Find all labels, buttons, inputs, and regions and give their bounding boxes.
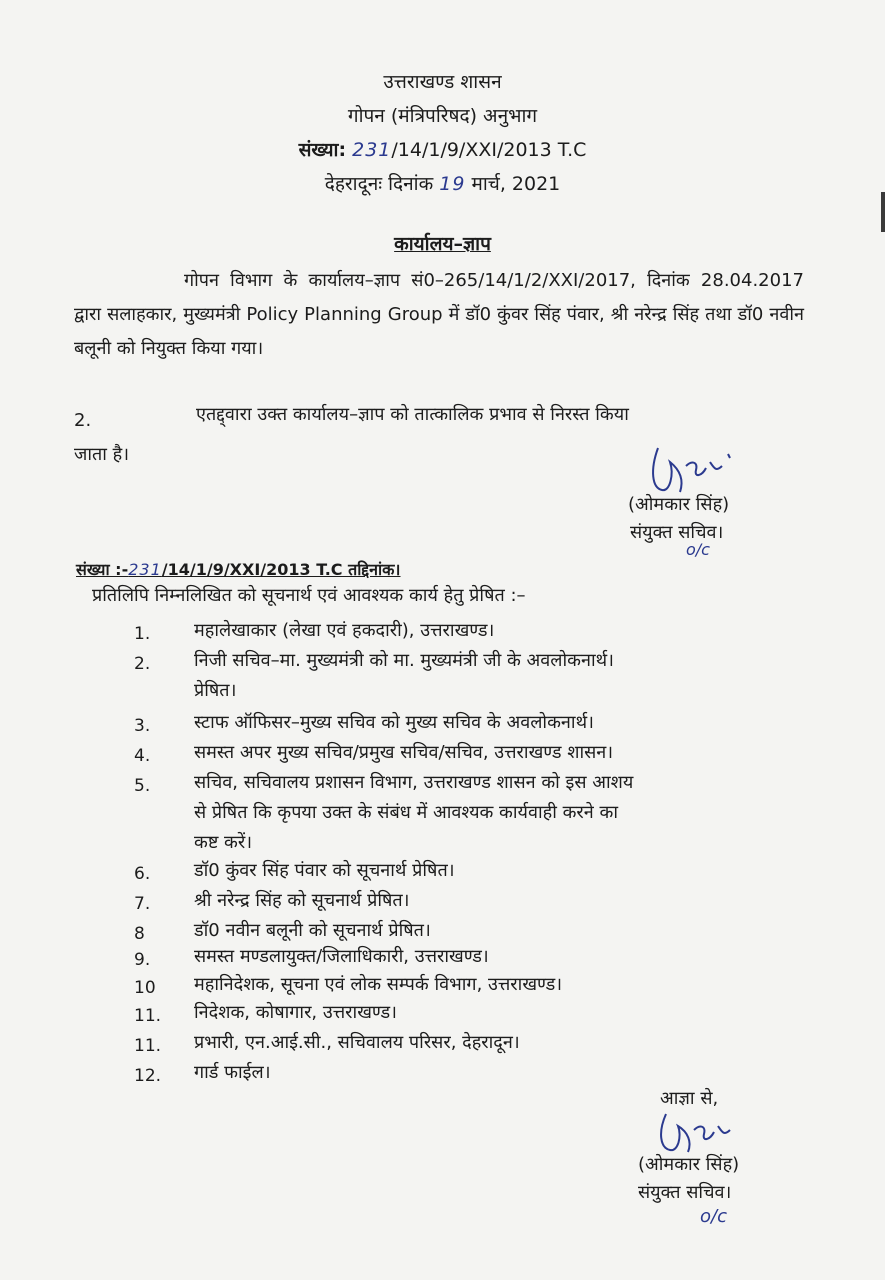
copy-item-number: 5. [134, 776, 151, 796]
letter-number-label: संख्या: [298, 139, 347, 161]
copy-item-number: 8 [134, 924, 145, 944]
government-name: उत्तराखण्ड शासन [383, 71, 502, 93]
copy-number-label: संख्या :- [76, 560, 129, 579]
letter-number-handwritten: 231 [352, 139, 392, 161]
signature-1-designation: संयुक्त सचिव। [630, 522, 724, 543]
copy-item-text: स्टाफ ऑफिसर–मुख्य सचिव को मुख्य सचिव के अवलोकनार्थ। [194, 712, 594, 733]
date-prefix: देहरादूनः दिनांक [324, 173, 434, 195]
copy-item-number: 2. [134, 654, 151, 674]
copy-item-text: महालेखाकार (लेखा एवं हकदारी), उत्तराखण्ड। [194, 620, 495, 641]
copy-item-text: कष्ट करें। [194, 832, 253, 853]
section-name: गोपन (मंत्रिपरिषद) अनुभाग [347, 105, 538, 127]
copy-item-text: निजी सचिव–मा. मुख्यमंत्री को मा. मुख्यमंत्री जी के अवलोकनार्थ। [194, 650, 614, 671]
copy-number-rest: /14/1/9/XXI/2013 T.C तद्दिनांक। [161, 560, 401, 579]
date-suffix: मार्च, 2021 [471, 173, 561, 195]
page-edge-shadow [881, 192, 885, 232]
copy-item-number: 1. [134, 624, 151, 644]
copy-item-number: 11. [134, 1036, 162, 1056]
signature-2-mark [646, 1108, 736, 1158]
document-title: कार्यालय–ज्ञाप [394, 233, 491, 255]
copy-item-text: समस्त अपर मुख्य सचिव/प्रमुख सचिव/सचिव, उत्तराखण्ड शासन। [194, 742, 614, 763]
copy-item-text: श्री नरेन्द्र सिंह को सूचनार्थ प्रेषित। [194, 890, 410, 911]
copy-item-text: प्रभारी, एन.आई.सी., सचिवालय परिसर, देहरादून। [194, 1032, 520, 1053]
body-paragraph-1: गोपन विभाग के कार्यालय–ज्ञाप सं0–265/14/1/2/XXI/2017, दिनांक 28.04.2017 द्वारा सलाहकार, मुख्यमंत्री Policy Planning Group में डॉ0 कुंवर सिंह पंवार, श्री नरेन्द्र सिंह तथा डॉ0 नवीन बलूनी को नियुक्त किया गया। [74, 270, 804, 359]
paragraph-2-number: 2. [74, 410, 92, 431]
copy-number [76, 558, 401, 580]
copy-item-text: गार्ड फाईल। [194, 1062, 271, 1083]
signature-2-name: (ओमकार सिंह) [638, 1154, 740, 1175]
signature-2-oc: o/c [700, 1206, 727, 1227]
letter-number-rest: /14/1/9/XXI/2013 T.C [391, 139, 587, 161]
letter-date [0, 170, 885, 196]
paragraph-2-line-1: एतद्द्वारा उक्त कार्यालय–ज्ञाप को तात्कालिक प्रभाव से निरस्त किया [196, 404, 629, 425]
copy-item-number: 9. [134, 950, 151, 970]
copy-item-number: 4. [134, 746, 151, 766]
signature-2-order: आज्ञा से, [660, 1088, 719, 1109]
copy-item-text: सचिव, सचिवालय प्रशासन विभाग, उत्तराखण्ड शासन को इस आशय [194, 772, 634, 793]
letter-number [0, 136, 885, 162]
copy-item-number: 12. [134, 1066, 162, 1086]
signature-2-designation: संयुक्त सचिव। [638, 1182, 732, 1203]
copy-item-text: डॉ0 नवीन बलूनी को सूचनार्थ प्रेषित। [194, 920, 431, 941]
copy-item-number: 11. [134, 1006, 162, 1026]
copy-item-text: निदेशक, कोषागार, उत्तराखण्ड। [194, 1002, 397, 1023]
copy-item-number: 6. [134, 864, 151, 884]
copy-intro: प्रतिलिपि निम्नलिखित को सूचनार्थ एवं आवश्यक कार्य हेतु प्रेषित :– [92, 585, 526, 606]
copy-item-text: समस्त मण्डलायुक्त/जिलाधिकारी, उत्तराखण्ड। [194, 946, 489, 967]
signature-1-oc: o/c [686, 540, 710, 559]
copy-number-handwritten: 231 [128, 560, 162, 579]
copy-item-text: प्रेषित। [194, 680, 237, 701]
copy-item-text: डॉ0 कुंवर सिंह पंवार को सूचनार्थ प्रेषित। [194, 860, 455, 881]
copy-item-number: 10 [134, 978, 156, 998]
copy-item-number: 3. [134, 716, 151, 736]
date-handwritten: 19 [439, 173, 466, 195]
signature-1-name: (ओमकार सिंह) [628, 494, 730, 515]
paragraph-2-line-2: जाता है। [74, 444, 130, 465]
copy-item-number: 7. [134, 894, 151, 914]
copy-item-text: से प्रेषित कि कृपया उक्त के संबंध में आवश्यक कार्यवाही करने का [194, 802, 618, 823]
copy-item-text: महानिदेशक, सूचना एवं लोक सम्पर्क विभाग, उत्तराखण्ड। [194, 974, 563, 995]
signature-1-mark [640, 440, 740, 500]
